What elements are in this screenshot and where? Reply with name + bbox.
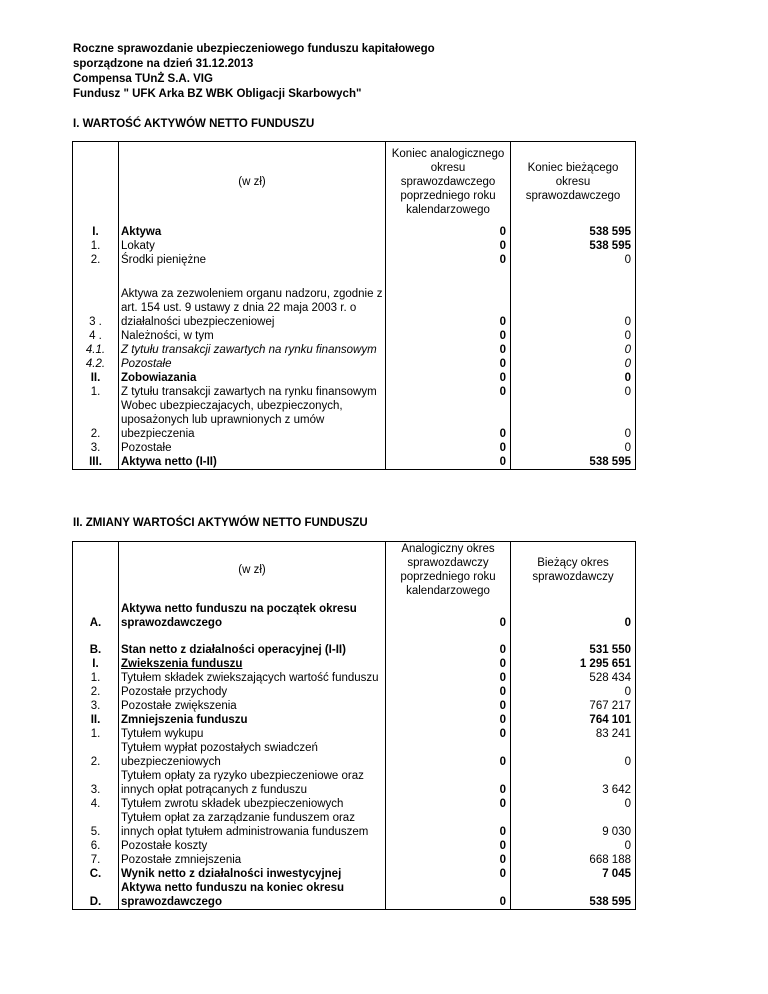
table-row: 2. Pozostałe przychody 0 0 <box>73 685 636 699</box>
net-assets-table <box>72 141 636 470</box>
table-row: 2. Środki pieniężne 0 0 <box>73 253 636 267</box>
section-1-title: I. WARTOŚĆ AKTYWÓW NETTO FUNDUSZU <box>73 118 315 130</box>
table-row: 5. Tytułem opłat za zarządzanie funduszem oraz innych opłat tytułem administrowania funduszem 0 9 030 <box>73 811 636 839</box>
header-line-4: Fundusz " UFK Arka BZ WBK Obligacji Skarbowych" <box>73 88 362 100</box>
section-2-title: II. ZMIANY WARTOŚCI AKTYWÓW NETTO FUNDUSZU <box>73 517 368 529</box>
table-row: 2. Tytułem wypłat pozostałych swiadczeń ubezpieczeniowych 0 0 <box>73 741 636 769</box>
table-row: 1. Tytułem składek zwiekszających wartość funduszu 0 528 434 <box>73 671 636 685</box>
net-assets-changes-table <box>72 541 636 910</box>
unit-label: (w zł) <box>119 142 386 222</box>
table-row: C. Wynik netto z działalności inwestycyjnej 0 7 045 <box>73 867 636 881</box>
table-row: 1. Tytułem wykupu 0 83 241 <box>73 727 636 741</box>
table-row: 3. Pozostałe 0 0 <box>73 441 636 455</box>
table-row: I. Aktywa 0 538 595 <box>73 222 636 239</box>
header-line-1: Roczne sprawozdanie ubezpieczeniowego funduszu kapitałowego <box>73 43 435 55</box>
table-row: III. Aktywa netto (I-II) 0 538 595 <box>73 455 636 470</box>
col-prev-header: Analogiczny okres sprawozdawczy poprzedniego roku kalendarzowego <box>386 542 511 599</box>
table-row: 4 . Należności, w tym 0 0 <box>73 329 636 343</box>
table-row: 3 . Aktywa za zezwoleniem organu nadzoru, zgodnie z art. 154 ust. 9 ustawy z dnia 22 maja 2003 r. o działalności ubezpieczeniowej 0 0 <box>73 267 636 329</box>
col-curr-header: Koniec bieżącego okresu sprawozdawczego <box>511 142 636 222</box>
header-line-3: Compensa TUnŻ S.A. VIG <box>73 73 213 85</box>
col-prev-header: Koniec analogicznego okresu sprawozdawczego poprzedniego roku kalendarzowego <box>386 142 511 222</box>
header-line-2: sporządzone na dzień 31.12.2013 <box>73 58 254 70</box>
table-row: D. Aktywa netto funduszu na koniec okresu sprawozdawczego 0 538 595 <box>73 881 636 910</box>
table-row: 2. Wobec ubezpieczajacych, ubezpieczonych, uposażonych lub uprawnionych z umów ubezpieczenia 0 0 <box>73 399 636 441</box>
table-row: B. Stan netto z działalności operacyjnej (I-II) 0 531 550 <box>73 630 636 657</box>
report-header <box>73 42 435 102</box>
table-row: 3. Pozostałe zwiększenia 0 767 217 <box>73 699 636 713</box>
table-row: 4. Tytułem zwrotu składek ubezpieczeniowych 0 0 <box>73 797 636 811</box>
table-row: 4.1. Z tytułu transakcji zawartych na rynku finansowym 0 0 <box>73 343 636 357</box>
table-row: 4.2. Pozostałe 0 0 <box>73 357 636 371</box>
unit-label: (w zł) <box>119 542 386 599</box>
table-row: 6. Pozostałe koszty 0 0 <box>73 839 636 853</box>
table-row: 1. Z tytułu transakcji zawartych na rynku finansowym 0 0 <box>73 385 636 399</box>
col-curr-header: Bieżący okres sprawozdawczy <box>511 542 636 599</box>
table-row: A. Aktywa netto funduszu na początek okresu sprawozdawczego 0 0 <box>73 598 636 630</box>
table-row: I. Zwiekszenia funduszu 0 1 295 651 <box>73 657 636 671</box>
table-row: II. Zobowiazania 0 0 <box>73 371 636 385</box>
table-row: II. Zmniejszenia funduszu 0 764 101 <box>73 713 636 727</box>
table-row: 7. Pozostałe zmniejszenia 0 668 188 <box>73 853 636 867</box>
table-row: 3. Tytułem opłaty za ryzyko ubezpieczeniowe oraz innych opłat potrącanych z funduszu 0 3 642 <box>73 769 636 797</box>
table-row: 1. Lokaty 0 538 595 <box>73 239 636 253</box>
